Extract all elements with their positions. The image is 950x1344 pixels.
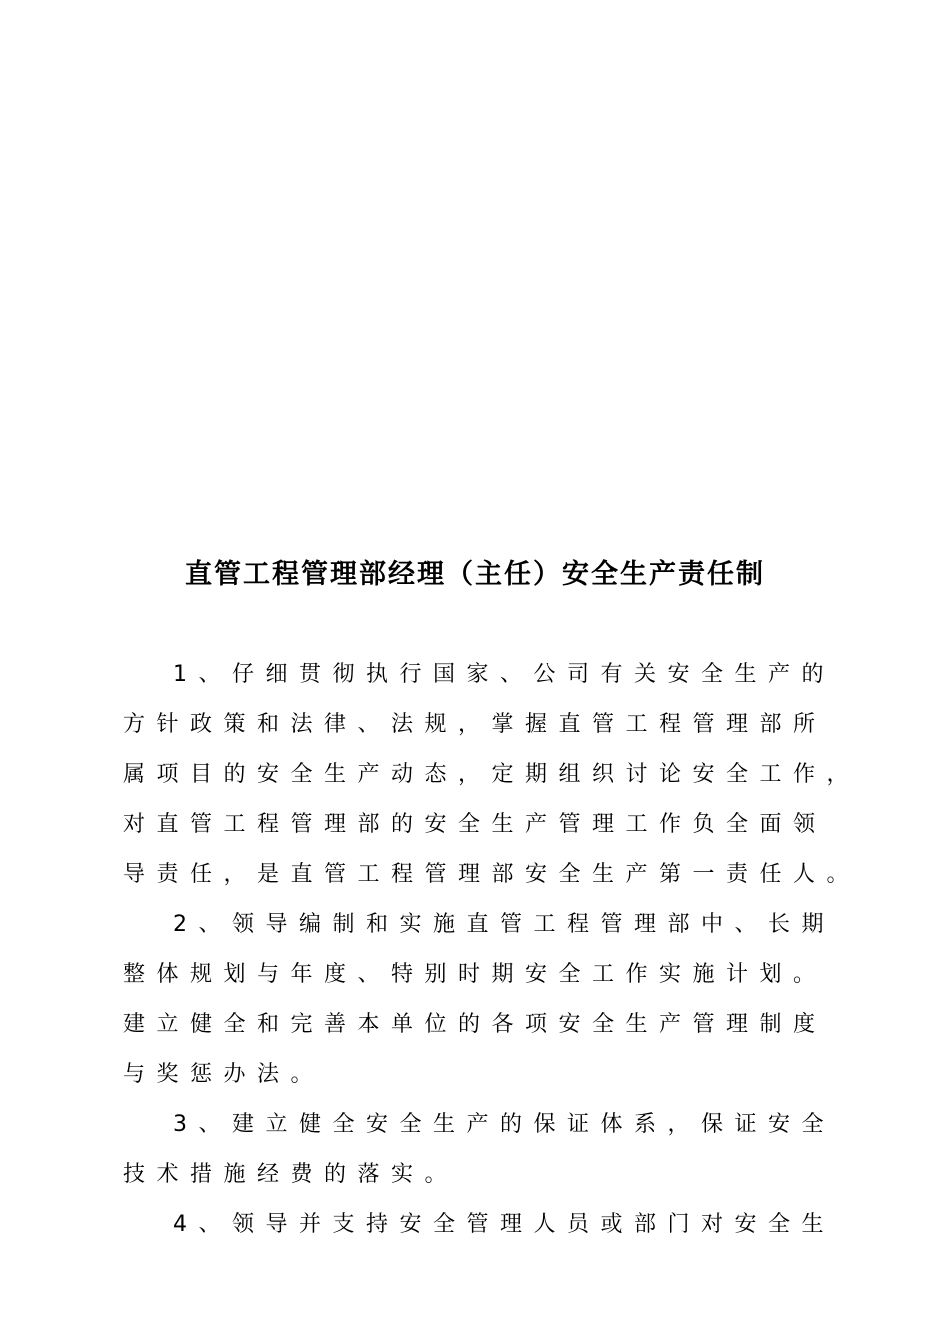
paragraph-line: 对直管工程管理部的安全生产管理工作负全面领 — [123, 812, 827, 837]
paragraph-line: 与奖惩办法。 — [123, 1062, 325, 1087]
paragraph-line: 建立健全和完善本单位的各项安全生产管理制度 — [123, 1012, 827, 1037]
paragraph-line: 4、领导并支持安全管理人员或部门对安全生 — [173, 1212, 835, 1237]
paragraph-line: 整体规划与年度、特别时期安全工作实施计划。 — [123, 962, 827, 987]
paragraph-line: 1、仔细贯彻执行国家、公司有关安全生产的 — [173, 662, 835, 687]
document-body — [123, 650, 861, 1250]
paragraph-line: 方针政策和法律、法规，掌握直管工程管理部所 — [123, 712, 827, 737]
document-title: 直管工程管理部经理（主任）安全生产责任制 — [185, 559, 765, 590]
paragraph-line: 3、建立健全安全生产的保证体系，保证安全 — [173, 1112, 835, 1137]
paragraph-line: 导责任，是直管工程管理部安全生产第一责任人。 — [123, 862, 861, 887]
paragraph-line: 技术措施经费的落实。 — [123, 1162, 459, 1187]
paragraph-line: 2、领导编制和实施直管工程管理部中、长期 — [173, 912, 835, 937]
paragraph-line: 属项目的安全生产动态，定期组织讨论安全工作， — [123, 762, 861, 787]
